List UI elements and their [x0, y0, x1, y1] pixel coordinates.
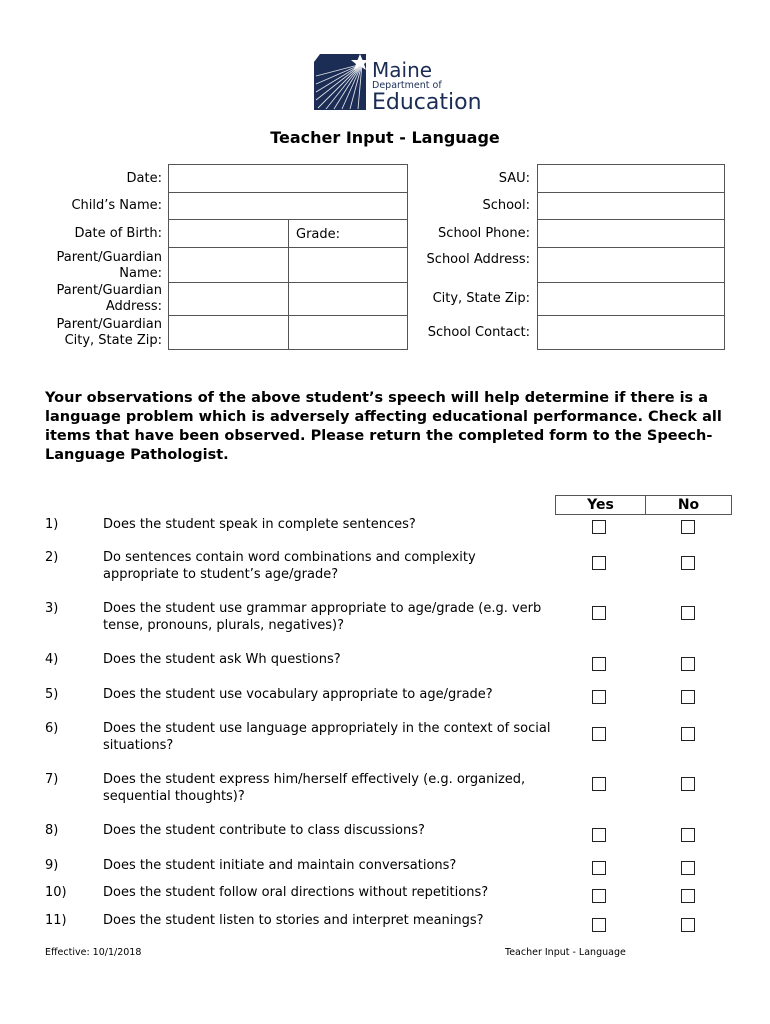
school-phone-field[interactable] [537, 219, 725, 248]
pg-city-field[interactable] [168, 315, 289, 350]
no-checkbox[interactable] [681, 828, 695, 842]
pg-name-label-line2: Name: [119, 266, 162, 281]
no-checkbox[interactable] [681, 520, 695, 534]
yes-checkbox[interactable] [592, 777, 606, 791]
school-field[interactable] [537, 192, 725, 220]
pg-name-field[interactable] [168, 247, 289, 283]
dob-field[interactable] [168, 219, 289, 248]
question-number: 8) [45, 823, 59, 838]
sau-field[interactable] [537, 164, 725, 193]
school-label: School: [482, 198, 530, 213]
question-number: 4) [45, 652, 59, 667]
question-text: Does the student listen to stories and interpret meanings? [103, 913, 484, 928]
yes-checkbox[interactable] [592, 556, 606, 570]
school-phone-label: School Phone: [438, 226, 530, 241]
no-checkbox[interactable] [681, 657, 695, 671]
question-text: Does the student speak in complete sentences? [103, 517, 416, 532]
pg-city-label-line2: City, State Zip: [64, 333, 162, 348]
no-checkbox[interactable] [681, 777, 695, 791]
no-checkbox[interactable] [681, 889, 695, 903]
school-contact-field[interactable] [537, 315, 725, 350]
yes-checkbox[interactable] [592, 606, 606, 620]
question-text: Does the student express him/herself effectively (e.g. organized, sequential thoughts)? [103, 772, 526, 804]
question-number: 3) [45, 601, 59, 616]
no-checkbox[interactable] [681, 727, 695, 741]
question-number: 7) [45, 772, 59, 787]
school-address-label: School Address: [426, 252, 530, 267]
no-checkbox[interactable] [681, 556, 695, 570]
maine-doe-logo [312, 50, 487, 114]
pg-name-label-line1: Parent/Guardian [56, 250, 162, 265]
logo-line-maine: Maine [372, 58, 433, 82]
no-column-header: No [645, 495, 732, 515]
question-number: 5) [45, 687, 59, 702]
question-text: Does the student use grammar appropriate to age/grade (e.g. verb tense, pronouns, plurals, negatives)? [103, 601, 542, 633]
pg-address-label-line2: Address: [105, 299, 162, 314]
question-text: Does the student use language appropriately in the context of social situations? [103, 721, 551, 753]
yes-checkbox[interactable] [592, 690, 606, 704]
school-address-field[interactable] [537, 247, 725, 283]
yes-column-header: Yes [555, 495, 646, 515]
instructions-paragraph: Your observations of the above student’s speech will help determine if there is a language problem which is adversely affecting educational performance. Check all items that have been observed. Please return the completed form to the Speech-Language Pathologist. [45, 390, 722, 463]
question-text: Does the student use vocabulary appropriate to age/grade? [103, 687, 493, 702]
yes-checkbox[interactable] [592, 828, 606, 842]
no-checkbox[interactable] [681, 690, 695, 704]
logo-text [372, 60, 482, 114]
grade-cell[interactable] [288, 219, 408, 248]
yes-checkbox[interactable] [592, 520, 606, 534]
question-text: Does the student ask Wh questions? [103, 652, 341, 667]
pg-city-extra-field[interactable] [288, 315, 408, 350]
question-number: 10) [45, 885, 67, 900]
logo-line-department: Department of [372, 80, 442, 91]
pg-city-label-line1: Parent/Guardian [56, 317, 162, 332]
logo-line-education: Education [372, 89, 482, 115]
yes-checkbox[interactable] [592, 657, 606, 671]
yes-checkbox[interactable] [592, 918, 606, 932]
question-text: Does the student contribute to class discussions? [103, 823, 425, 838]
pg-city-label [30, 317, 162, 349]
yes-checkbox[interactable] [592, 727, 606, 741]
pg-address-extra-field[interactable] [288, 282, 408, 316]
city-state-zip-label: City, State Zip: [432, 291, 530, 306]
no-checkbox[interactable] [681, 861, 695, 875]
no-checkbox[interactable] [681, 918, 695, 932]
question-number: 2) [45, 550, 59, 565]
pg-address-label-line1: Parent/Guardian [56, 283, 162, 298]
question-number: 9) [45, 858, 59, 873]
yes-checkbox[interactable] [592, 861, 606, 875]
question-number: 6) [45, 721, 59, 736]
date-field[interactable] [168, 164, 408, 193]
date-label: Date: [126, 171, 162, 186]
logo-emblem-icon [312, 50, 370, 112]
pg-name-extra-field[interactable] [288, 247, 408, 283]
grade-label: Grade: [296, 227, 341, 242]
pg-name-label [30, 250, 162, 282]
city-state-zip-field[interactable] [537, 282, 725, 316]
footer-effective-date: Effective: 10/1/2018 [45, 947, 142, 958]
dob-label: Date of Birth: [74, 226, 162, 241]
school-contact-label: School Contact: [427, 325, 530, 340]
footer-form-title: Teacher Input - Language [505, 947, 626, 958]
question-text: Does the student initiate and maintain conversations? [103, 858, 457, 873]
page-title: Teacher Input - Language [270, 128, 500, 147]
question-number: 11) [45, 913, 67, 928]
no-checkbox[interactable] [681, 606, 695, 620]
sau-label: SAU: [498, 171, 530, 186]
question-text: Does the student follow oral directions without repetitions? [103, 885, 489, 900]
pg-address-field[interactable] [168, 282, 289, 316]
pg-address-label [30, 283, 162, 315]
question-text: Do sentences contain word combinations and complexity appropriate to student’s age/grade? [103, 550, 476, 582]
yes-checkbox[interactable] [592, 889, 606, 903]
child-name-field[interactable] [168, 192, 408, 220]
child-name-label: Child’s Name: [71, 198, 162, 213]
question-number: 1) [45, 517, 59, 532]
